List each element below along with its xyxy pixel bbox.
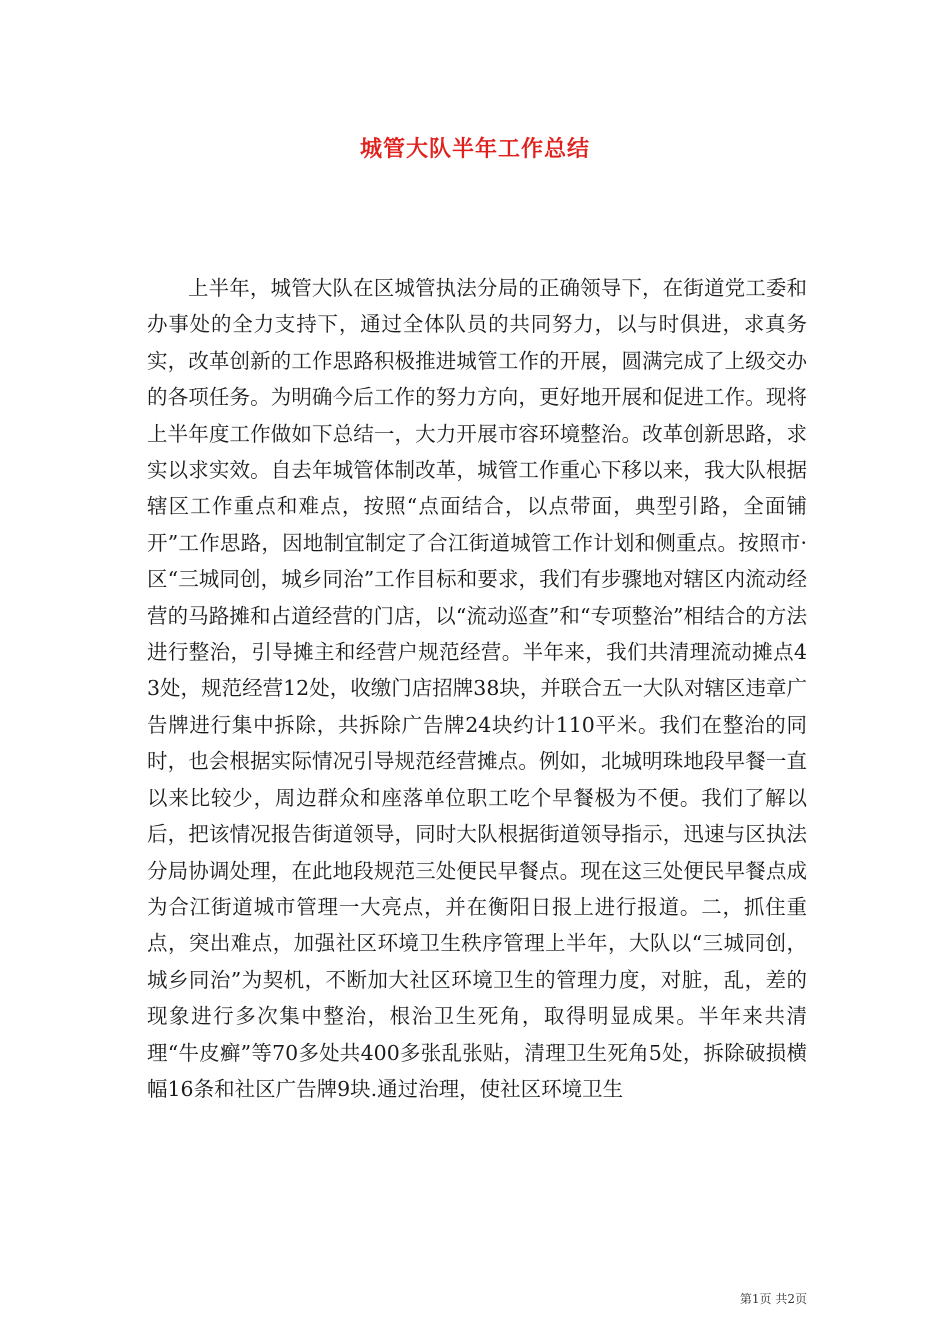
body-paragraph: 上半年，城管大队在区城管执法分局的正确领导下，在街道党工委和办事处的全力支持下，通过全体队员的共同努力，以与时俱进，求真务实，改革创新的工作思路积极推进城管工作的开展，圆满完成了上级交办的各项任务。为明确今后工作的努力方向，更好地开展和促进工作。现将上半年度工作做如下总结一，大力开展市容环境整治。改革创新思路，求实以求实效。自去年城管体制改革，城管工作重心下移以来，我大队根据辖区工作重点和难点，按照“点面结合，以点带面，典型引路，全面铺开”工作思路，因地制宜制定了合江街道城管工作计划和侧重点。按照市·区“三城同创，城乡同治”工作目标和要求，我们有步骤地对辖区内流动经营的马路摊和占道经营的门店，以“流动巡查”和“专项整治”相结合的方法进行整治，引导摊主和经营户规范经营。半年来，我们共清理流动摊点43处，规范经营12处，收缴门店招牌38块，并联合五一大队对辖区违章广告牌进行集中拆除，共拆除广告牌24块约计110平米。我们在整治的同时，也会根据实际情况引导规范经营摊点。例如，北城明珠地段早餐一直以来比较少，周边群众和座落单位职工吃个早餐极为不便。我们了解以后，把该情况报告街道领导，同时大队根据街道领导指示，迅速与区执法分局协调处理，在此地段规范三处便民早餐点。现在这三处便民早餐点成为合江街道城市管理一大亮点，并在衡阳日报上进行报道。二，抓住重点，突出难点，加强社区环境卫生秩序管理上半年，大队以“三城同创，城乡同治”为契机，不断加大社区环境卫生的管理力度，对脏，乱，差的现象进行多次集中整治，根治卫生死角，取得明显成果。半年来共清理“牛皮癣”等70多处共400多张乱张贴，清理卫生死角5处，拆除破损横幅16条和社区广告牌9块.通过治理，使社区环境卫生 (147, 276, 807, 1101)
document-title: 城管大队半年工作总结 (359, 136, 590, 162)
page-number: 第1页 共2页 (739, 1292, 807, 1306)
